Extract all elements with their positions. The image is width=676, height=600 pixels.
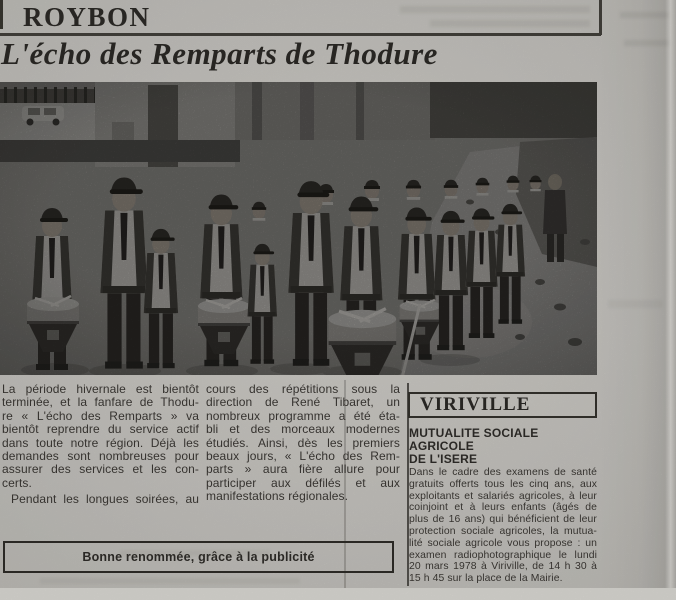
- body-line: re « L'écho des Remparts » va: [2, 408, 199, 423]
- body-line: Dans le cadre des examens de santé: [409, 467, 597, 478]
- body-line: demandes sont nombreuses pour: [2, 449, 199, 464]
- body-line: exploitants et salariés agricoles, à leur: [409, 490, 597, 502]
- viriville-body: [409, 467, 597, 585]
- body-line: direction de René Tibaret, un: [206, 395, 400, 410]
- article-column-2: [206, 383, 400, 504]
- article-headline: L'écho des Remparts de Thodure: [1, 36, 438, 71]
- body-line: bli et des morceaux modernes: [206, 422, 400, 437]
- body-line: manifestations régionales.: [206, 489, 349, 504]
- body-line: nombreux programme a été éta-: [206, 408, 400, 423]
- bleed-through-text: [430, 20, 590, 27]
- subhead-line: MUTUALITE SOCIALE: [409, 426, 539, 440]
- scan-edge-mark: [0, 0, 3, 29]
- bleed-through-text: [40, 578, 300, 584]
- body-line: cours des répétitions sous la: [206, 382, 400, 396]
- viriville-section-label: VIRIVILLE: [420, 394, 531, 415]
- body-line: beaux jours, « L'écho des Rem-: [206, 449, 400, 464]
- body-line: bientôt reprendre du service actif: [2, 422, 199, 437]
- subhead-line: AGRICOLE: [409, 439, 474, 453]
- body-line: 15 h 45 sur la place de la Mairie.: [409, 573, 563, 585]
- bleed-through-text: [120, 550, 270, 556]
- body-line: assurer des services et les con-: [2, 462, 199, 477]
- body-line: participer aux défilés et aux: [206, 475, 400, 490]
- subhead-line: DE L'ISERE: [409, 452, 478, 466]
- scan-bottom-edge: [0, 588, 676, 600]
- section-label: ROYBON: [23, 2, 151, 32]
- slogan-text: Bonne renommée, grâce à la publicité: [82, 550, 315, 564]
- body-line: gratuits offerts tous les cinq ans, aux: [409, 478, 597, 490]
- body-line: étudiés. Ainsi, dès les premiers: [206, 435, 400, 450]
- body-line: lité sociale agricole vous propose : un: [409, 537, 597, 549]
- viriville-subhead: [409, 427, 597, 466]
- bleed-through-text: [400, 6, 590, 13]
- body-line: terminée, et la fanfare de Thodu-: [2, 395, 199, 410]
- slogan-box: [3, 541, 394, 573]
- body-line: certs.: [2, 475, 32, 490]
- band-photo-illustration: [0, 82, 597, 375]
- band-photo: [0, 82, 597, 375]
- body-line: examen radiophotographique le lundi: [409, 549, 597, 561]
- body-line: plus de 16 ans) qui bénéficient de leur: [409, 514, 597, 526]
- paper-right-margin: [598, 0, 676, 600]
- body-line: dans toute notre région. Déjà les: [2, 435, 199, 450]
- body-line: parts » aura fière allure pour: [206, 462, 400, 477]
- body-line: Pendant les longues soirées, au: [11, 492, 199, 507]
- article-column-1: [2, 383, 199, 507]
- body-line: protection sociale agricoles, la mutua-: [409, 525, 597, 537]
- body-line: 20 mars 1978 à Viriville, de 14 h 30 à: [409, 561, 597, 573]
- body-line: coinjoint et à leurs enfants (âgés de: [409, 502, 597, 514]
- body-line: La période hivernale est bientôt: [2, 382, 199, 396]
